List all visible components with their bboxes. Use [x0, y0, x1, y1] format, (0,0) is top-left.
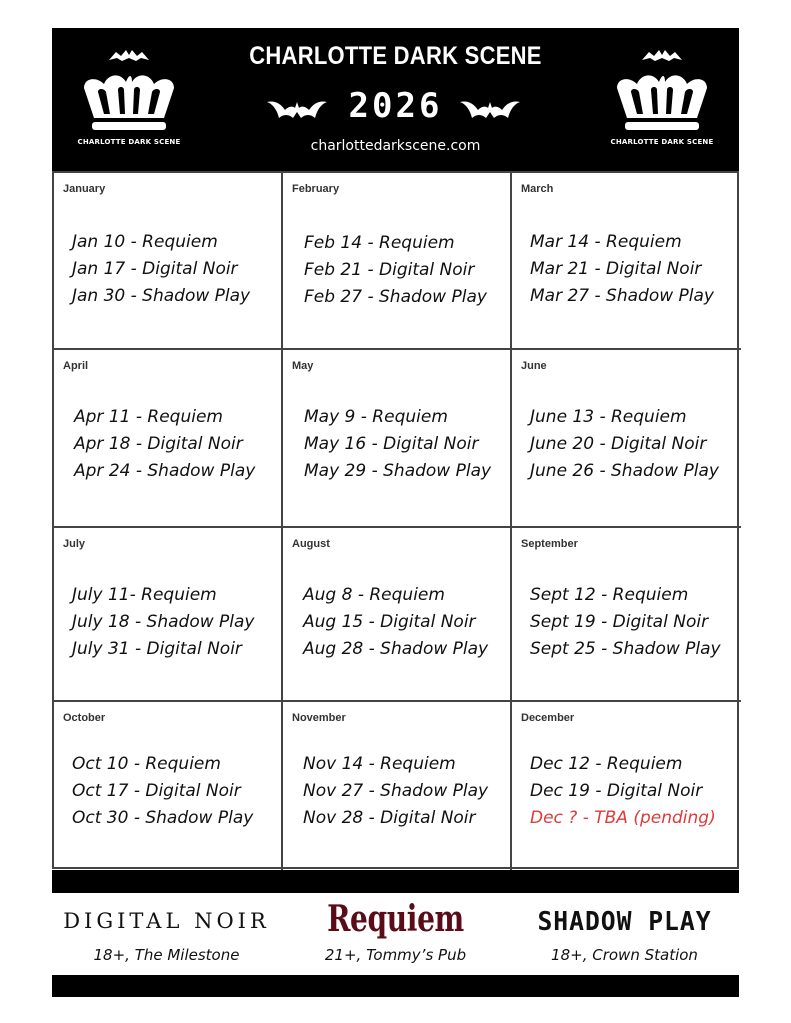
event-item: Oct 10 - Requiem [72, 754, 221, 774]
requiem-logo [281, 895, 510, 949]
event-item: Sept 25 - Shadow Play [530, 639, 721, 659]
month-cell-june [512, 350, 741, 528]
event-list [530, 582, 721, 663]
event-item: July 11- Requiem [72, 585, 217, 605]
event-item: Mar 14 - Requiem [530, 232, 682, 252]
month-name: January [63, 183, 106, 195]
event-item-pending: Dec ? - TBA (pending) [530, 808, 716, 828]
event-item: Sept 12 - Requiem [530, 585, 689, 605]
event-item: Nov 28 - Digital Noir [303, 808, 476, 828]
month-name: February [292, 183, 340, 195]
event-item: Feb 21 - Digital Noir [304, 260, 475, 280]
month-cell-january [54, 173, 283, 350]
event-item: Jan 10 - Requiem [72, 232, 218, 252]
event-list [304, 230, 487, 311]
month-cell-april [54, 350, 283, 528]
event-item: May 9 - Requiem [304, 407, 448, 427]
digital-noir-logo-text: DIGITAL NOIR [63, 909, 270, 933]
month-cell-november [283, 702, 512, 871]
footer-divider-bottom [52, 975, 739, 997]
event-item: June 26 - Shadow Play [530, 461, 719, 481]
venue-digital-noir [52, 895, 281, 973]
event-item: June 13 - Requiem [530, 407, 687, 427]
month-cell-march [512, 173, 741, 350]
event-item: Mar 21 - Digital Noir [530, 259, 702, 279]
month-name: June [521, 360, 547, 372]
event-item: July 18 - Shadow Play [72, 612, 255, 632]
event-item: Aug 15 - Digital Noir [303, 612, 476, 632]
month-name: March [521, 183, 554, 195]
month-name: August [292, 538, 330, 550]
charlotte-dark-scene-logo-left [74, 46, 184, 161]
event-list [304, 404, 491, 485]
event-item: Apr 24 - Shadow Play [74, 461, 256, 481]
event-list [530, 404, 719, 485]
month-name: December [521, 712, 575, 724]
event-item: July 31 - Digital Noir [72, 639, 242, 659]
month-name: May [292, 360, 314, 372]
event-item: June 20 - Digital Noir [530, 434, 707, 454]
event-list [72, 582, 254, 663]
event-item: Feb 14 - Requiem [304, 233, 455, 253]
event-list [303, 751, 488, 832]
shadow-play-logo [510, 895, 739, 949]
event-item: Apr 11 - Requiem [74, 407, 223, 427]
requiem-logo-text: Requiem [327, 898, 464, 940]
event-item: Mar 27 - Shadow Play [530, 286, 714, 306]
event-item: Jan 17 - Digital Noir [72, 259, 238, 279]
venue-info: 18+, The Milestone [93, 946, 240, 964]
event-item: Apr 18 - Digital Noir [74, 434, 243, 454]
venue-shadow-play [510, 895, 739, 973]
month-cell-october [54, 702, 283, 871]
month-name: July [63, 538, 86, 550]
charlotte-dark-scene-logo-right [607, 46, 717, 161]
calendar-grid [52, 171, 739, 869]
event-list [530, 229, 714, 310]
bat-icon-right [460, 96, 520, 120]
event-item: Oct 17 - Digital Noir [72, 781, 241, 801]
venue-requiem [281, 895, 510, 973]
website-url[interactable]: charlottedarkscene.com [310, 138, 481, 154]
event-item: Nov 27 - Shadow Play [303, 781, 489, 801]
event-item: Aug 28 - Shadow Play [303, 639, 489, 659]
event-item: Feb 27 - Shadow Play [304, 287, 487, 307]
header-year: 2026 [348, 86, 443, 126]
shadow-play-logo-text: SHADOW PLAY [537, 907, 712, 937]
logo-text-right: CHARLOTTE DARK SCENE [610, 138, 714, 146]
event-list [72, 751, 253, 832]
month-cell-december [512, 702, 741, 871]
event-item: Sept 19 - Digital Noir [530, 612, 709, 632]
month-name: October [63, 712, 106, 724]
header-title: CHARLOTTE DARK SCENE [249, 42, 542, 70]
month-cell-august [283, 528, 512, 702]
crown-bat-icon [74, 46, 184, 136]
crown-bat-icon [607, 46, 717, 136]
month-cell-september [512, 528, 741, 702]
event-list [303, 582, 488, 663]
header-banner [52, 28, 739, 171]
month-name: November [292, 712, 346, 724]
event-item: Aug 8 - Requiem [303, 585, 445, 605]
month-cell-may [283, 350, 512, 528]
venue-info: 18+, Crown Station [551, 946, 698, 964]
event-list [530, 751, 716, 832]
event-item: Nov 14 - Requiem [303, 754, 456, 774]
footer-divider-top [52, 870, 739, 893]
month-name: September [521, 538, 578, 550]
event-list [74, 404, 255, 485]
event-item: May 29 - Shadow Play [304, 461, 492, 481]
logo-text-left: CHARLOTTE DARK SCENE [77, 138, 181, 146]
digital-noir-logo [52, 895, 281, 949]
event-list [72, 229, 250, 310]
event-item: Oct 30 - Shadow Play [72, 808, 254, 828]
event-item: Dec 19 - Digital Noir [530, 781, 703, 801]
month-name: April [63, 360, 89, 372]
event-item: Dec 12 - Requiem [530, 754, 683, 774]
month-cell-july [54, 528, 283, 702]
event-item: May 16 - Digital Noir [304, 434, 479, 454]
month-cell-february [283, 173, 512, 350]
venue-info: 21+, Tommy’s Pub [324, 946, 467, 964]
event-item: Jan 30 - Shadow Play [72, 286, 251, 306]
